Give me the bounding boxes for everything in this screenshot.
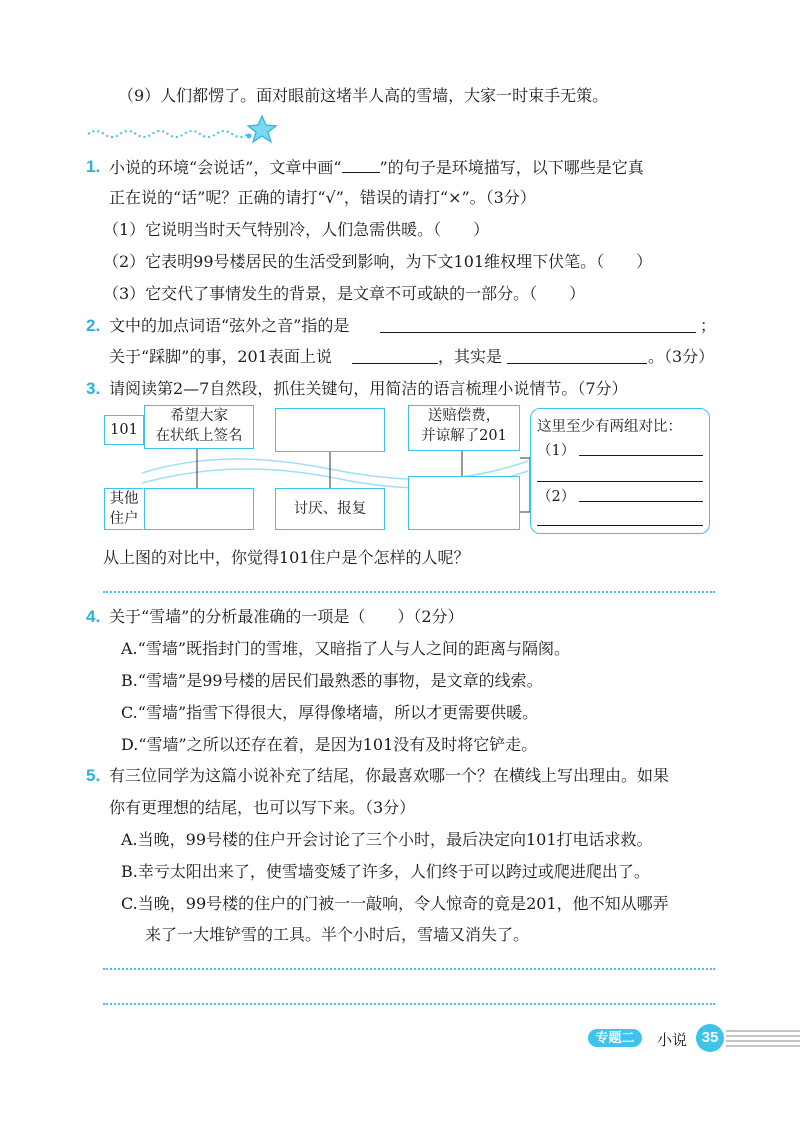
q1-line1 <box>109 157 644 178</box>
plot-box-101-2-empty[interactable] <box>275 408 385 452</box>
comparison-item-1: （1） <box>537 443 576 459</box>
comparison-item-2: （2） <box>537 489 576 505</box>
footer-rule-lines <box>726 1027 800 1051</box>
q4-prompt: 关于“雪墙”的分析最准确的一项是（ ）（2分） <box>109 607 464 626</box>
comparison-title: 这里至少有两组对比： <box>537 419 682 435</box>
q5-line2: 你有更理想的结尾，也可以写下来。（3分） <box>109 798 416 817</box>
q2-line2-part-a: 关于“踩脚”的事，201表面上说 <box>109 347 332 366</box>
plot-box-others-1-empty[interactable] <box>144 488 254 530</box>
box3-line2: 并谅解了201 <box>421 428 507 444</box>
q1-line1-part-a: 小说的环境“会说话”，文章中画“ <box>109 158 342 177</box>
q5-option-b[interactable]: B.幸亏太阳出来了，使雪墙变矮了许多，人们终于可以跨过或爬进爬出了。 <box>121 862 650 881</box>
q2-line2-part-b: ，其实是 <box>438 347 503 366</box>
q2-answer-line-3[interactable] <box>507 363 647 364</box>
decorative-divider <box>86 112 286 146</box>
comparison-box <box>530 408 710 534</box>
comparison-line-1a[interactable] <box>579 455 703 456</box>
q3-followup: 从上图的对比中，你觉得101住户是个怎样的人呢？ <box>103 548 470 567</box>
section-badge: 专题二 <box>588 1029 642 1047</box>
q1-option-2[interactable]: （2）它表明99号楼居民的生活受到影响，为下文101维权埋下伏笔。（ ） <box>103 252 653 271</box>
comparison-line-2b[interactable] <box>537 525 703 526</box>
comparison-line-1b[interactable] <box>537 481 703 482</box>
q2-line1: 文中的加点词语“弦外之音”指的是 <box>109 316 350 335</box>
section-topic: 小说 <box>657 1031 688 1049</box>
plot-box-others-2 <box>275 488 385 530</box>
page-number: 35 <box>696 1024 724 1052</box>
q2-answer-line-2[interactable] <box>352 363 438 364</box>
q3-answer-dotted-line[interactable] <box>103 591 715 593</box>
q5-option-a[interactable]: A.当晚，99号楼的住户开会讨论了三个小时，最后决定向101打电话求救。 <box>121 830 653 849</box>
q4-option-d[interactable]: D.“雪墙”之所以还存在着，是因为101没有及时将它铲走。 <box>121 735 538 754</box>
q5-line1: 有三位同学为这篇小说补充了结尾，你最喜欢哪一个？在横线上写出理由。如果 <box>109 766 670 785</box>
label-others-box <box>104 488 143 530</box>
q5-option-c-cont: 来了一大堆铲雪的工具。半个小时后，雪墙又消失了。 <box>145 925 530 944</box>
q1-option-3[interactable]: （3）它交代了事情发生的背景，是文章不可或缺的一部分。（ ） <box>103 284 586 303</box>
q3-number: 3. <box>86 379 101 398</box>
label-101-box <box>104 415 144 445</box>
q1-number: 1. <box>86 157 101 176</box>
star-icon <box>248 116 276 142</box>
q1-line1-part-b: ”的句子是环境描写，以下哪些是它真 <box>379 158 644 177</box>
q3-prompt: 请阅读第2—7自然段，抓住关键句，用简洁的语言梳理小说情节。（7分） <box>109 379 628 398</box>
q2-line2-part-c: 。（3分） <box>648 347 715 366</box>
q5-option-c[interactable]: C.当晚，99号楼的住户的门被一一敲响，令人惊奇的竟是201，他不知从哪弄 <box>121 894 669 913</box>
comparison-line-2a[interactable] <box>579 501 703 502</box>
label-others-line2: 住户 <box>109 511 139 527</box>
q4-option-a[interactable]: A.“雪墙”既指封门的雪堆，又暗指了人与人之间的距离与隔阂。 <box>121 639 571 658</box>
intro-sentence: （9）人们都愣了。面对眼前这堵半人高的雪墙，大家一时束手无策。 <box>118 86 609 105</box>
q2-number: 2. <box>86 316 101 335</box>
q5-answer-dotted-line-1[interactable] <box>103 968 715 970</box>
q4-option-b[interactable]: B.“雪墙”是99号楼的居民们最熟悉的事物，是文章的线索。 <box>121 671 543 690</box>
label-101: 101 <box>110 422 138 438</box>
box1-line2: 在状纸上签名 <box>155 428 243 444</box>
q1-inline-blank[interactable] <box>342 157 380 173</box>
label-others-line1: 其他 <box>109 491 139 507</box>
box1-line1: 希望大家 <box>170 408 228 424</box>
q5-number: 5. <box>86 766 101 785</box>
q4-option-c[interactable]: C.“雪墙”指雪下得很大，厚得像堵墙，所以才更需要供暖。 <box>121 703 539 722</box>
plot-box-101-3 <box>408 405 520 451</box>
q4-number: 4. <box>86 607 101 626</box>
q2-line1-end: ； <box>700 316 717 335</box>
box5-text: 讨厌、报复 <box>293 501 367 517</box>
q1-line2: 正在说的“话”呢？正确的请打“√”，错误的请打“×”。（3分） <box>109 188 536 207</box>
box3-line1: 送赔偿费， <box>427 408 501 424</box>
plot-box-others-3-empty[interactable] <box>408 476 520 530</box>
q2-answer-line-1[interactable] <box>380 332 696 333</box>
plot-box-101-1 <box>144 405 254 449</box>
q5-answer-dotted-line-2[interactable] <box>103 1003 715 1005</box>
q1-option-1[interactable]: （1）它说明当时天气特别冷，人们急需供暖。（ ） <box>103 220 490 239</box>
